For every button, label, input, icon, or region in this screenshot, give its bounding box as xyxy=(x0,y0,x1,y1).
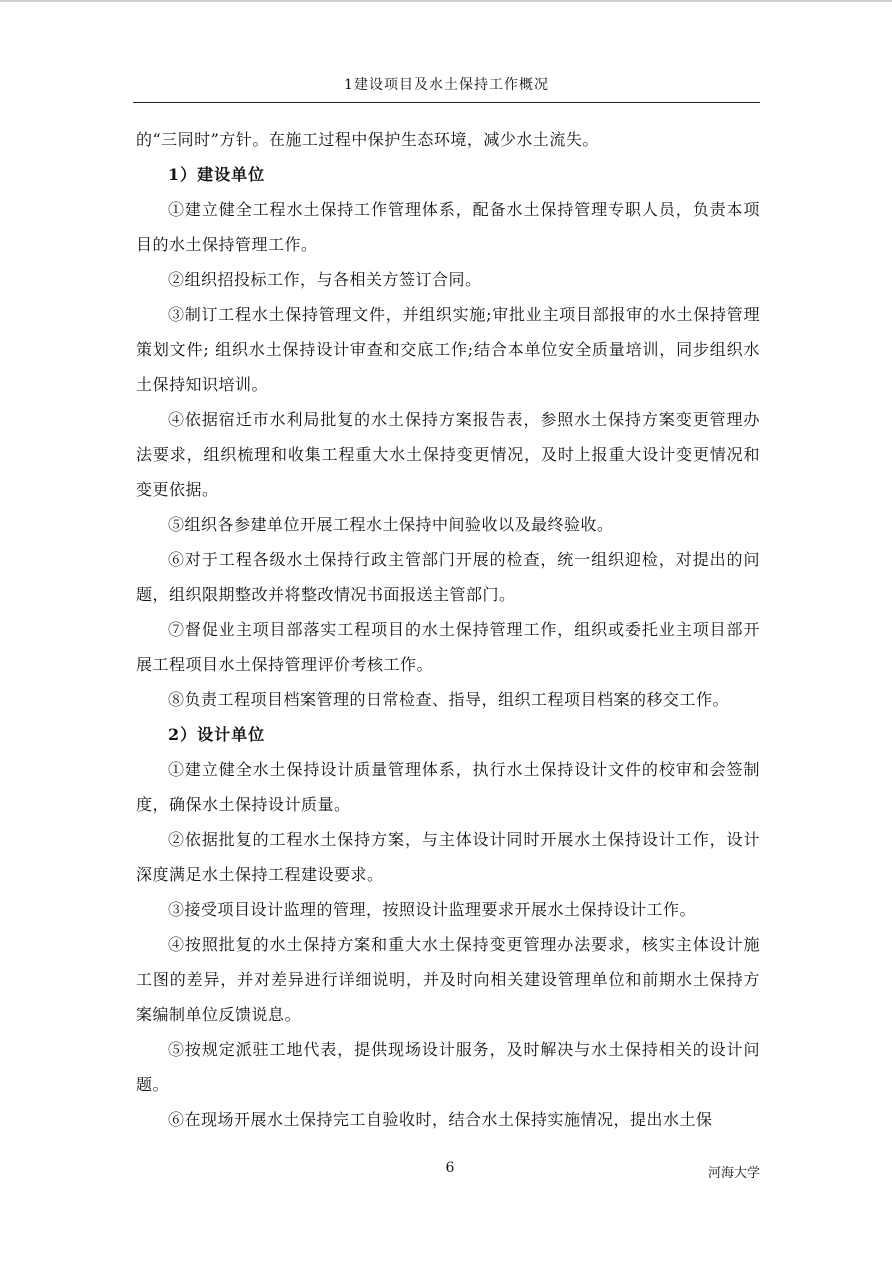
paragraph: ⑤按规定派驻工地代表，提供现场设计服务，及时解决与水土保持相关的设计问题。 xyxy=(136,1040,760,1094)
header-rule xyxy=(133,102,760,103)
section-heading-design-unit: 2）设计单位 xyxy=(168,725,266,744)
paragraph: ⑥对于工程各级水土保持行政主管部门开展的检查，统一组织迎检，对提出的问题，组织限期整改并将整改情况书面报送主管部门。 xyxy=(136,550,760,604)
paragraph: ③制订工程水土保持管理文件，并组织实施;审批业主项目部报审的水土保持管理策划文件; 组织水土保持设计审查和交底工作;结合本单位安全质量培训，同步组织水土保持知识培训。 xyxy=(136,305,760,394)
paragraph: ⑧负责工程项目档案管理的日常检查、指导，组织工程项目档案的移交工作。 xyxy=(168,690,730,709)
footer-university: 河海大学 xyxy=(707,1166,760,1181)
section-heading-construction-unit: 1）建设单位 xyxy=(168,165,266,184)
running-header: 1建设项目及水土保持工作概况 xyxy=(344,77,549,93)
paragraph: ⑤组织各参建单位开展工程水土保持中间验收以及最终验收。 xyxy=(168,515,614,534)
page-number: 6 xyxy=(445,1160,455,1176)
paragraph: ②组织招投标工作，与各相关方签订合同。 xyxy=(168,270,482,289)
paragraph: ②依据批复的工程水土保持方案，与主体设计同时开展水土保持设计工作，设计深度满足水土保持工程建设要求。 xyxy=(136,830,760,884)
paragraph-continuation: 的“三同时”方针。在施工过程中保护生态环境，减少水土流失。 xyxy=(136,130,599,149)
paragraph: ④按照批复的水土保持方案和重大水土保持变更管理办法要求，核实主体设计施工图的差异，并对差异进行详细说明，并及时向相关建设管理单位和前期水土保持方案编制单位反馈说息。 xyxy=(136,935,760,1024)
paragraph: ④依据宿迁市水利局批复的水土保持方案报告表，参照水土保持方案变更管理办法要求，组织梳理和收集工程重大水土保持变更情况，及时上报重大设计变更情况和变更依据。 xyxy=(136,410,760,499)
paragraph: ①建立健全水土保持设计质量管理体系，执行水土保持设计文件的校审和会签制度，确保水土保持设计质量。 xyxy=(136,760,760,814)
paragraph: ①建立健全工程水土保持工作管理体系，配备水土保持管理专职人员，负责本项目的水土保持管理工作。 xyxy=(136,200,760,254)
page-top-border xyxy=(0,0,892,2)
paragraph: ⑥在现场开展水土保持完工自验收时，结合水土保持实施情况，提出水土保 xyxy=(168,1110,713,1129)
document-body xyxy=(136,122,760,1137)
paragraph: ③接受项目设计监理的管理，按照设计监理要求开展水土保持设计工作。 xyxy=(168,900,697,919)
paragraph: ⑦督促业主项目部落实工程项目的水土保持管理工作，组织或委托业主项目部开展工程项目水土保持管理评价考核工作。 xyxy=(136,620,760,674)
